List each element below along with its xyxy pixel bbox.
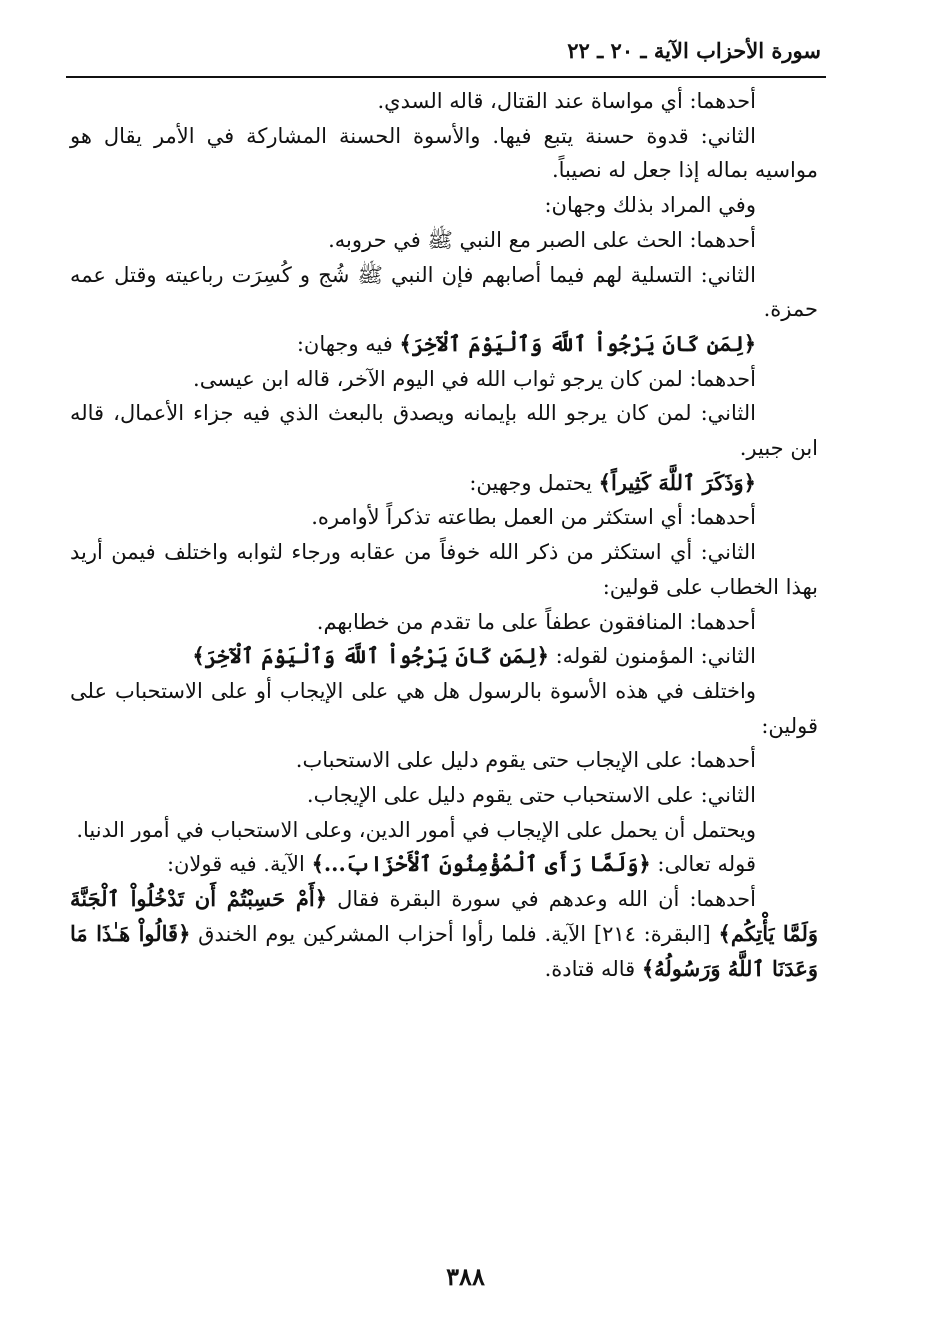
text-run: الثاني: التسلية لهم فيما أصابهم فإن النبي ﷺ شُج و كُسِرَت رباعيته وقتل عمه حمزة. (70, 262, 818, 322)
text-run: الثاني: قدوة حسنة يتبع فيها. والأسوة الحسنة المشاركة في الأمر يقال هو مواسيه بماله إذا جعل له نصيباً. (70, 123, 818, 183)
text-run: الثاني: المؤمنون لقوله: (548, 644, 756, 669)
paragraph-17 (70, 813, 818, 848)
text-run: أحدهما: على الإيجاب حتى يقوم دليل على الاستحباب. (295, 748, 756, 773)
paragraph-5 (70, 258, 818, 327)
paragraph-8 (70, 396, 818, 465)
page-number: ٣٨٨ (446, 1262, 485, 1291)
paragraph-2 (70, 119, 818, 188)
paragraph-14 (70, 674, 818, 743)
text-run: أحدهما: أن الله وعدهم في سورة البقرة فقال (327, 887, 756, 912)
quran-quote: ﴿وَلَمَّا رَأَى ٱلْمُؤْمِنُونَ ٱلْأَحْزَابَ...﴾ (311, 851, 651, 877)
text-run: فيه وجهان: (296, 331, 400, 356)
paragraph-13 (70, 639, 818, 674)
text-run: الآية. فيه قولان: (166, 852, 312, 877)
quran-quote: ﴿لِمَن كَانَ يَرْجُواْ ٱللَّهَ وَٱلْيَوْمَ ٱلْآخِرَ﴾ (192, 643, 549, 669)
quran-quote: ﴿وَذَكَرَ ٱللَّهَ كَثِيراً﴾ (598, 469, 756, 495)
text-run: وفي المراد بذلك وجهان: (544, 193, 756, 218)
paragraph-3 (70, 188, 818, 223)
text-run: أحدهما: لمن كان يرجو ثواب الله في اليوم الآخر، قاله ابن عيسى. (193, 366, 756, 391)
paragraph-6 (70, 327, 818, 362)
page-body (70, 84, 818, 986)
text-run: ويحتمل أن يحمل على الإيجاب في أمور الدين، وعلى الاستحباب في أمور الدنيا. (76, 817, 756, 842)
paragraph-11 (70, 535, 818, 604)
header-rule (66, 76, 826, 78)
text-run: الثاني: على الاستحباب حتى يقوم دليل على الإيجاب. (306, 783, 756, 808)
paragraph-1 (70, 84, 818, 119)
quran-quote: ﴿لِمَن كَانَ يَرْجُواْ ٱللَّهَ وَٱلْيَوْمَ ٱلْآخِرَ﴾ (399, 330, 756, 356)
text-run: أحدهما: أي استكثر من العمل بطاعته تذكراً لأوامره. (311, 505, 756, 530)
text-run: قوله تعالى: (650, 852, 756, 877)
text-run: أحدهما: المنافقون عطفاً على ما تقدم من خطابهم. (316, 609, 756, 634)
text-run: أحدهما: الحث على الصبر مع النبي ﷺ في حروبه. (328, 227, 756, 252)
text-run: أحدهما: أي مواساة عند القتال، قاله السدي. (377, 89, 756, 113)
paragraph-12 (70, 605, 818, 640)
paragraph-16 (70, 778, 818, 813)
paragraph-7 (70, 362, 818, 397)
quran-quote: ﴿قَالُواْ هَـٰذَا مَا وَعَدَنَا ٱللَّهُ وَرَسُولُهُ﴾ (70, 920, 818, 981)
text-run: [البقرة: ٢١٤] الآية. فلما رأوا أحزاب المشركين يوم الخندق (190, 921, 719, 946)
paragraph-18 (70, 847, 818, 882)
text-run: يحتمل وجهين: (469, 470, 599, 495)
text-run: الثاني: لمن كان يرجو الله بإيمانه ويصدق بالبعث الذي فيه جزاء الأعمال، قاله ابن جبير. (70, 401, 818, 461)
paragraph-10 (70, 500, 818, 535)
text-run: قاله قتادة. (544, 956, 642, 981)
quran-quote: ﴿أَمْ حَسِبْتُمْ أَن تَدْخُلُواْ ٱلْجَنَّةَ وَلَمَّا يَأْتِكُم﴾ (70, 886, 818, 946)
text-run: الثاني: أي استكثر من ذكر الله خوفاً من عقابه ورجاء لثوابه واختلف فيمن أريد بهذا الخطاب على قولين: (70, 540, 818, 599)
paragraph-15 (70, 743, 818, 778)
paragraph-4 (70, 223, 818, 258)
paragraph-9 (70, 466, 818, 501)
paragraph-19 (70, 882, 818, 986)
running-header: سورة الأحزاب الآية ـ ٢٠ ـ ٢٢ (567, 38, 821, 63)
text-run: واختلف في هذه الأسوة بالرسول هل هي على الإيجاب أو على الاستحباب على قولين: (70, 678, 818, 738)
